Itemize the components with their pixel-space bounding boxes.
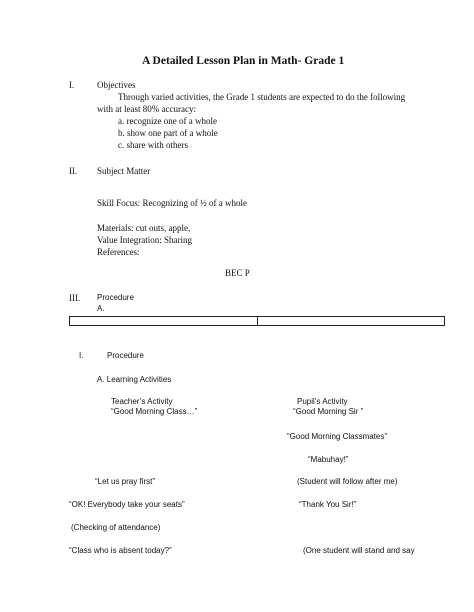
- procedure-table: [69, 316, 445, 326]
- table-divider: [257, 317, 258, 325]
- pupil-line: (Student will follow after me): [297, 477, 398, 486]
- pupil-line: “Good Morning Sir ”: [293, 407, 364, 416]
- procedure-heading: Procedure: [107, 351, 144, 360]
- teacher-line: “Let us pray first”: [95, 477, 156, 486]
- learning-activities-heading: A. Learning Activities: [97, 375, 172, 384]
- section-2-heading: Subject Matter: [97, 166, 151, 176]
- teacher-activity-header: Teacher’s Activity: [111, 397, 173, 406]
- objective-item-b: b. show one part of a whole: [118, 128, 218, 138]
- section-3-sub: A.: [97, 304, 105, 313]
- objective-item-c: c. share with others: [118, 140, 188, 150]
- teacher-line: “Class who is absent today?”: [69, 546, 172, 555]
- pupil-line: “Thank You Sir!”: [299, 500, 357, 509]
- page-title: A Detailed Lesson Plan in Math- Grade 1: [142, 55, 345, 67]
- objectives-intro-line2: with at least 80% accuracy:: [97, 104, 196, 114]
- section-1-heading: Objectives: [97, 80, 136, 90]
- references: References:: [97, 247, 140, 257]
- section-1-numeral: I.: [69, 80, 75, 90]
- procedure-numeral: I.: [79, 351, 84, 360]
- pupil-activity-header: Pupil’s Activity: [297, 397, 348, 406]
- value-integration: Value Integration: Sharing: [97, 235, 192, 245]
- section-3-heading: Procedure: [97, 293, 134, 302]
- skill-focus: Skill Focus: Recognizing of ½ of a whole: [97, 198, 247, 208]
- bec-reference: BEC P: [225, 268, 250, 278]
- pupil-line: “Mabuhay!”: [308, 455, 349, 464]
- objective-item-a: a. recognize one of a whole: [118, 116, 217, 126]
- teacher-line: “Good Morning Class…”: [111, 407, 198, 416]
- section-2-numeral: II.: [69, 166, 78, 176]
- pupil-line: (One student will stand and say: [303, 546, 415, 555]
- section-3-numeral: III.: [69, 293, 81, 303]
- materials: Materials: cut outs, apple,: [97, 223, 191, 233]
- teacher-line: “OK! Everybody take your seats”: [69, 500, 185, 509]
- objectives-intro-line1: Through varied activities, the Grade 1 students are expected to do the following: [118, 92, 406, 102]
- teacher-line: (Checking of attendance): [71, 523, 161, 532]
- pupil-line: “Good Morning Classmates”: [287, 432, 388, 441]
